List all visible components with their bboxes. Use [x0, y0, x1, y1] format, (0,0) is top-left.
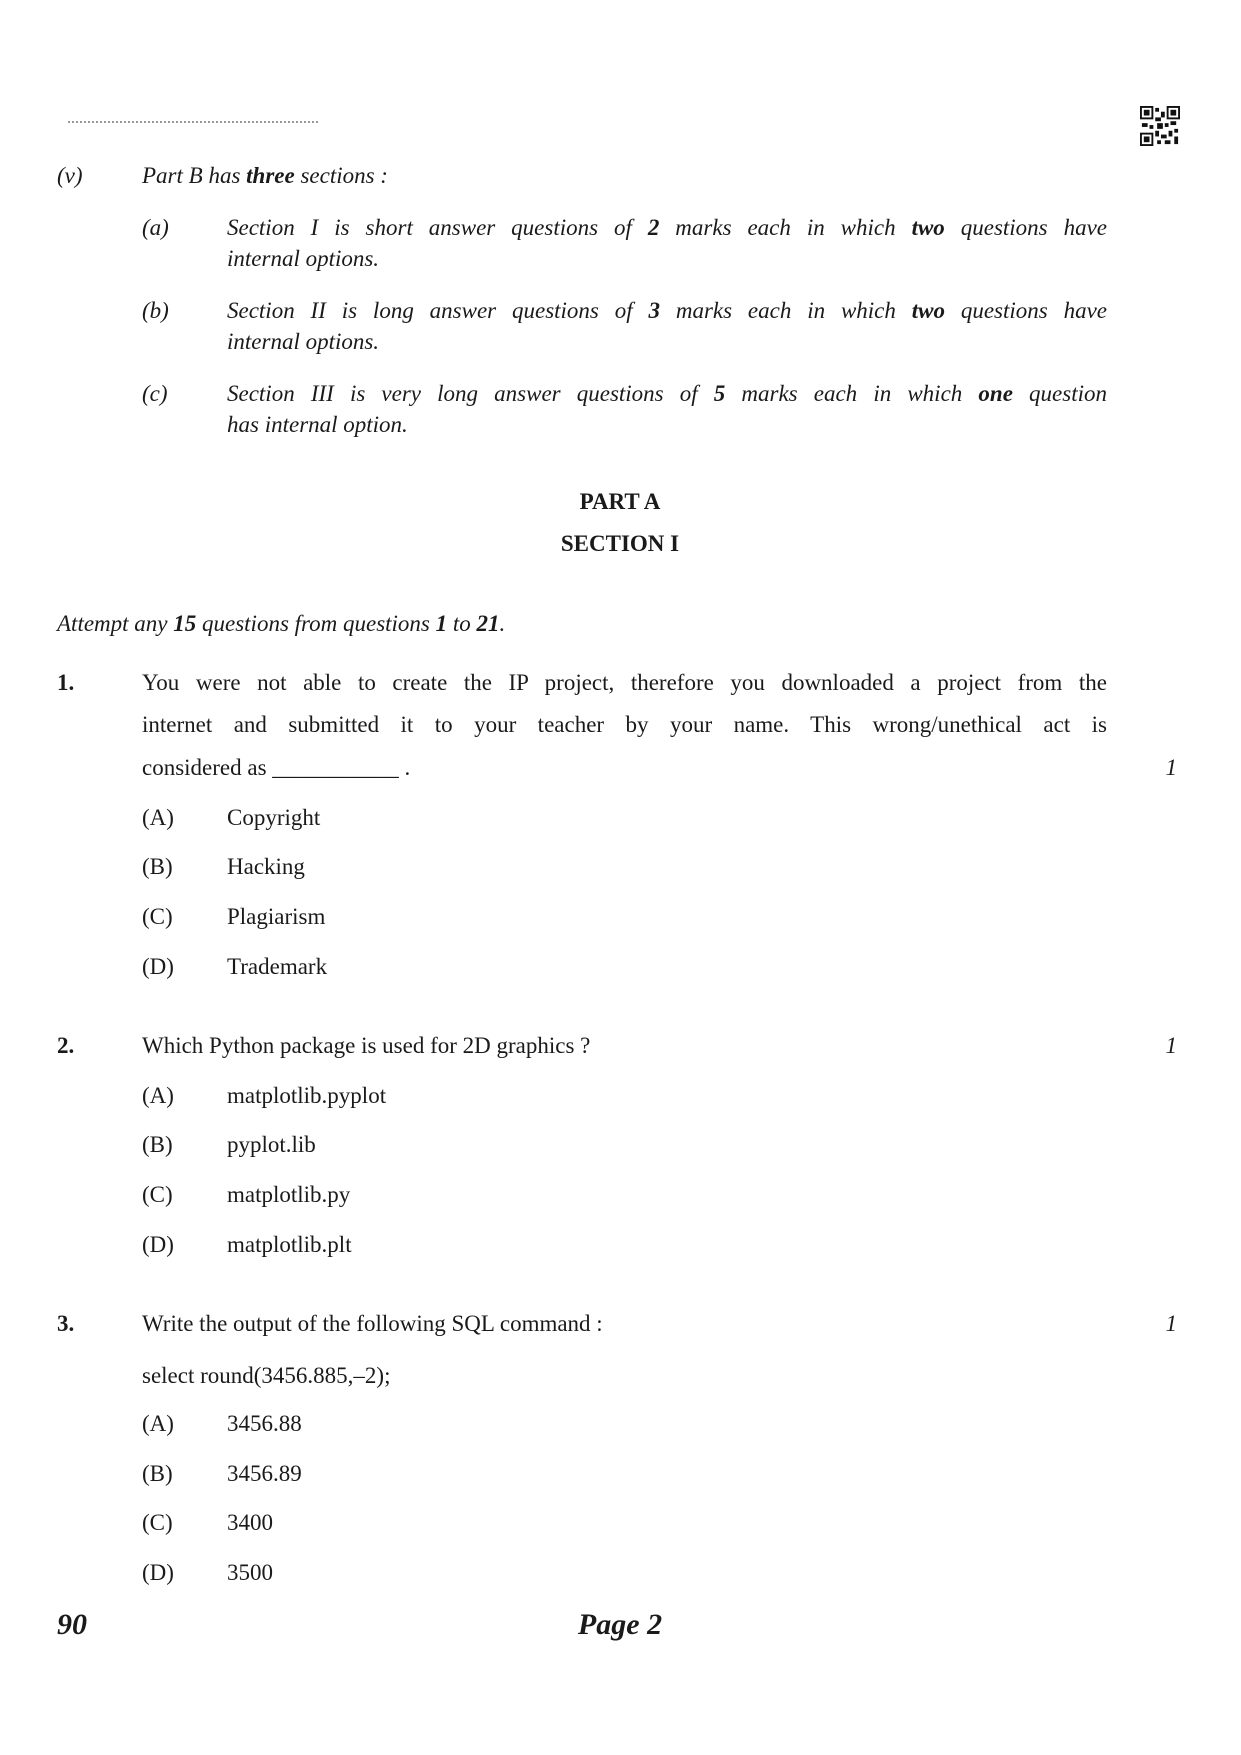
section-heading: SECTION I [560, 531, 680, 556]
page-number: Page 2 [577, 1608, 663, 1641]
question-2-option-a-text: matplotlib.pyplot [227, 1083, 387, 1108]
question-3-marks: 1 [1165, 1311, 1177, 1336]
question-1-number: 1. [57, 670, 75, 695]
question-2-option-d-text: matplotlib.plt [227, 1232, 352, 1257]
question-1-option-d-label: (D) [142, 954, 174, 979]
instruction-b-line1: Section II is long answer questions of 3 marks each in which two questions have [227, 298, 1108, 323]
question-1-option-b-label: (B) [142, 854, 173, 879]
instruction-v-label: (v) [57, 163, 83, 188]
instruction-a-line1: Section I is short answer questions of 2 marks each in which two questions have [227, 215, 1107, 240]
question-1-option-d-text: Trademark [227, 954, 328, 979]
question-2-option-a-label: (A) [142, 1083, 174, 1108]
question-3-option-b-text: 3456.89 [227, 1461, 302, 1486]
question-1-option-c-text: Plagiarism [227, 904, 326, 929]
question-3-option-d-text: 3500 [227, 1560, 273, 1585]
question-3-option-d-label: (D) [142, 1560, 174, 1585]
paper-code: 90 [57, 1608, 87, 1641]
question-2-option-b-text: pyplot.lib [227, 1132, 316, 1157]
question-1-marks: 1 [1165, 755, 1177, 780]
question-2-option-c-text: matplotlib.py [227, 1182, 351, 1207]
question-1-option-b-text: Hacking [227, 854, 305, 879]
instruction-b-line2: internal options. [227, 329, 380, 354]
question-3-option-c-text: 3400 [227, 1510, 273, 1535]
instruction-a-line2: internal options. [227, 246, 380, 271]
question-3-option-a-text: 3456.88 [227, 1411, 302, 1436]
question-1-option-a-label: (A) [142, 805, 174, 830]
question-2-option-b-label: (B) [142, 1132, 173, 1157]
instruction-c-line2: has internal option. [227, 412, 408, 437]
question-2-line1: Which Python package is used for 2D graphics ? [142, 1033, 591, 1058]
attempt-instruction: Attempt any 15 questions from questions 1 to 21. [57, 611, 506, 636]
question-3-option-a-label: (A) [142, 1411, 174, 1436]
part-heading: PART A [579, 489, 661, 514]
question-3-line1: Write the output of the following SQL command : [142, 1311, 603, 1336]
qr-code-icon [1140, 106, 1180, 146]
question-2-marks: 1 [1165, 1033, 1177, 1058]
question-2-option-c-label: (C) [142, 1182, 173, 1207]
question-3-sql-command: select round(3456.885,–2); [142, 1363, 391, 1388]
question-1-line3: considered as ___________ . [142, 755, 411, 780]
instruction-a-label: (a) [142, 215, 169, 240]
instruction-c-label: (c) [142, 381, 168, 406]
instruction-c-line1: Section III is very long answer questions of 5 marks each in which one question [227, 381, 1107, 406]
instruction-b-label: (b) [142, 298, 169, 323]
question-3-option-c-label: (C) [142, 1510, 173, 1535]
question-1-option-a-text: Copyright [227, 805, 321, 830]
question-1-line2: internet and submitted it to your teacher by your name. This wrong/unethical act is [142, 712, 1107, 737]
question-1-option-c-label: (C) [142, 904, 173, 929]
question-2-option-d-label: (D) [142, 1232, 174, 1257]
question-3-number: 3. [57, 1311, 75, 1336]
question-3-option-b-label: (B) [142, 1461, 173, 1486]
question-2-number: 2. [57, 1033, 75, 1058]
header-rule [68, 121, 318, 123]
question-1-line1: You were not able to create the IP project, therefore you downloaded a project from the [142, 670, 1107, 695]
instruction-v-text: Part B has three sections : [142, 163, 388, 188]
